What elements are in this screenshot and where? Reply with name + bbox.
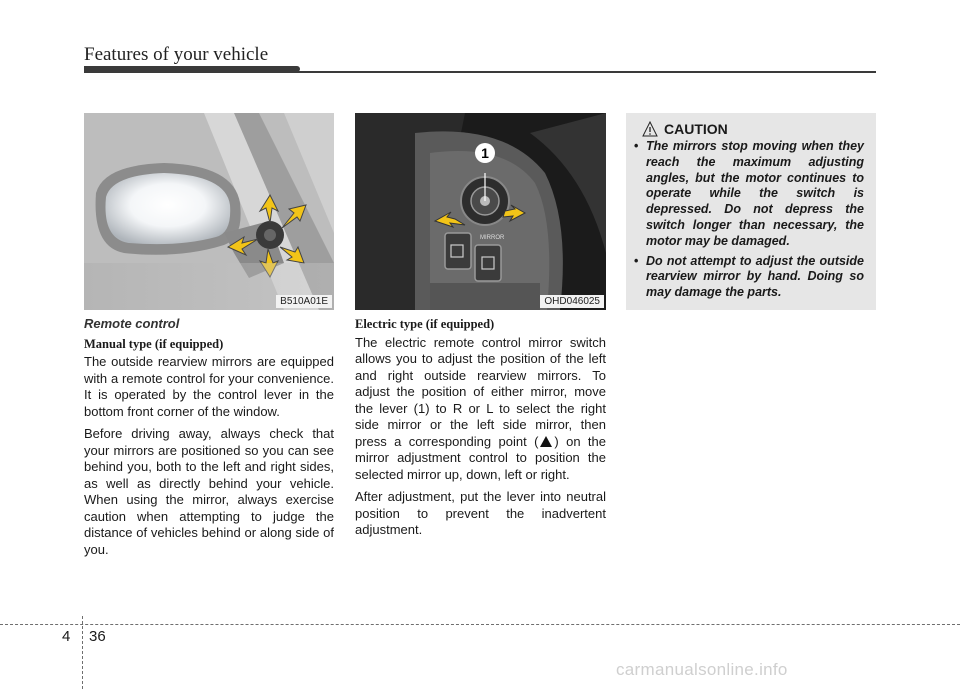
callout-number: 1 [481, 145, 489, 161]
header-rule [84, 71, 876, 73]
figure-electric-mirror-switch [355, 113, 606, 310]
footer-rule [0, 624, 960, 625]
subheading-manual-type: Manual type (if equipped) [84, 336, 224, 351]
page-number: 36 [89, 628, 106, 645]
caution-box [626, 113, 876, 310]
figure-manual-mirror [84, 113, 334, 310]
caution-title: CAUTION [664, 121, 728, 137]
paragraph: Before driving away, always check that your mirrors are positioned so you can see behind you, both to the left and right sides, as well as directly behind your vehicle. When using the mirror, always exercise caution when attempting to judge the distance of vehicles behind or along side of you. [84, 426, 334, 557]
paragraph: After adjustment, put the lever into neutral position to prevent the inadvertent adjustment. [355, 489, 606, 537]
mirror-switch-label: MIRROR [480, 235, 505, 241]
caution-item: • Do not attempt to adjust the outside rearview mirror by hand. Doing so may damage the parts. [632, 254, 864, 301]
page-header-title: Features of your vehicle [84, 44, 269, 65]
paragraph-text: The electric remote control mirror switch allows you to adjust the position of the left and right outside rearview mirrors. To adjust the position of either mirror, move the lever (1) to R or L to select the right side mirror or the left side mirror, then press a corresponding point ( [355, 334, 606, 449]
paragraph-text: ) on the mirror adjustment control to position the selected mirror up, down, left or right. [355, 433, 607, 482]
electric-switch-illustration [355, 113, 606, 310]
paragraph [355, 335, 606, 484]
warning-triangle-icon [642, 121, 658, 137]
left-text-column [84, 316, 334, 564]
figure-code-b510a01e: B510A01E [276, 295, 332, 308]
caution-header [632, 121, 864, 137]
paragraph: The outside rearview mirrors are equipped with a remote control for your convenience. It is operated by the control lever in the bottom front corner of the window. [84, 354, 334, 419]
figure-code-ohd046025: OHD046025 [540, 295, 604, 308]
caution-item: • The mirrors stop moving when they reach the maximum adjusting angles, but the motor continues to operate while the switch is depressed. Do not depress the switch longer than necessary, the motor may be damaged. [632, 139, 864, 250]
watermark: carmanualsonline.info [616, 660, 788, 679]
subheading-electric-type: Electric type (if equipped) [355, 317, 495, 331]
footer-divider [82, 616, 83, 689]
section-title-remote-control: Remote control [84, 316, 180, 331]
caution-list [632, 139, 864, 301]
chapter-number: 4 [62, 628, 71, 645]
manual-mirror-illustration [84, 113, 334, 310]
triangle-up-icon [540, 436, 552, 447]
right-text-column [355, 316, 606, 545]
